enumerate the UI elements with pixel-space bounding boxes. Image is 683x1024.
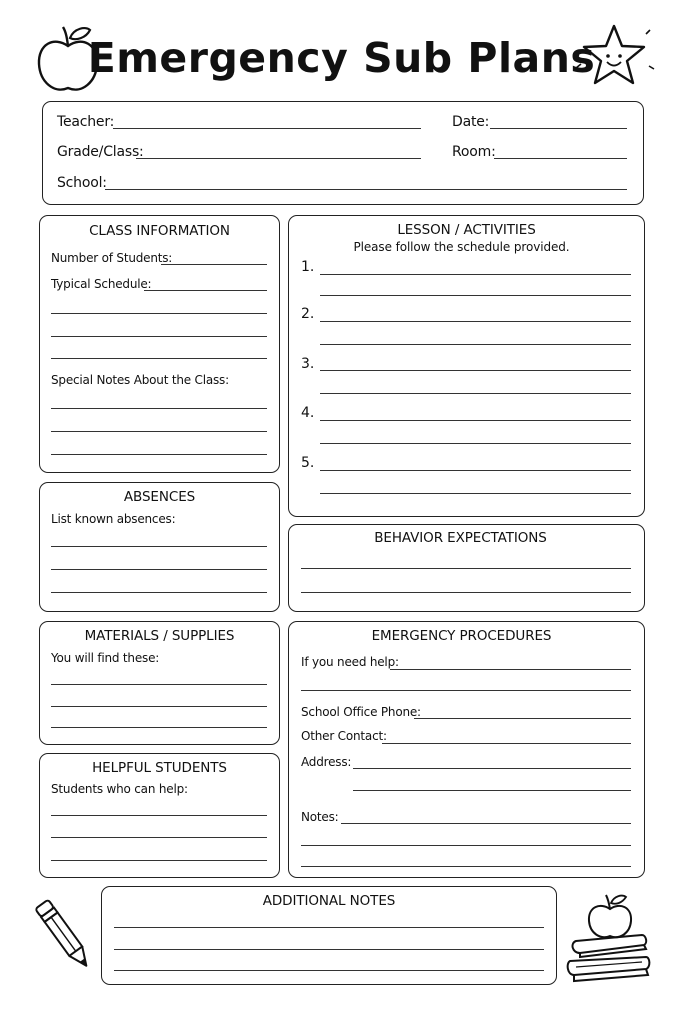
- additional-line[interactable]: [114, 949, 544, 950]
- room-field[interactable]: [494, 158, 627, 159]
- emergency-notes-label: Notes:: [301, 810, 339, 824]
- materials-prompt: You will find these:: [51, 651, 160, 665]
- behavior-line[interactable]: [301, 568, 631, 569]
- teacher-field[interactable]: [113, 128, 421, 129]
- phone-label: School Office Phone:: [301, 705, 421, 719]
- address-label: Address:: [301, 755, 352, 769]
- help-label: If you need help:: [301, 655, 399, 669]
- class-info-heading: CLASS INFORMATION: [89, 223, 230, 239]
- materials-line[interactable]: [51, 727, 267, 728]
- emergency-notes-line[interactable]: [301, 845, 631, 846]
- class-notes-line[interactable]: [51, 454, 267, 455]
- lesson-line[interactable]: [320, 274, 631, 275]
- absences-heading: ABSENCES: [123, 489, 196, 505]
- address-field[interactable]: [353, 768, 631, 769]
- address-line[interactable]: [353, 790, 631, 791]
- schedule-field[interactable]: [144, 290, 267, 291]
- emergency-notes-line[interactable]: [301, 866, 631, 867]
- materials-line[interactable]: [51, 706, 267, 707]
- additional-line[interactable]: [114, 970, 544, 971]
- pencil-icon: [32, 893, 96, 977]
- teacher-label: Teacher:: [57, 114, 115, 130]
- lesson-line[interactable]: [320, 370, 631, 371]
- lesson-subheading: Please follow the schedule provided.: [353, 240, 570, 254]
- lesson-line[interactable]: [320, 470, 631, 471]
- behavior-heading: BEHAVIOR EXPECTATIONS: [374, 530, 547, 546]
- lesson-item-number: 5.: [301, 455, 315, 471]
- absences-prompt: List known absences:: [51, 512, 176, 526]
- absences-line[interactable]: [51, 569, 267, 570]
- grade-field[interactable]: [136, 158, 421, 159]
- lesson-item-number: 1.: [301, 259, 315, 275]
- contact-field[interactable]: [382, 743, 631, 744]
- school-field[interactable]: [105, 189, 627, 190]
- emergency-notes-field[interactable]: [341, 823, 631, 824]
- lesson-line[interactable]: [320, 493, 631, 494]
- schedule-line[interactable]: [51, 358, 267, 359]
- lesson-item-number: 2.: [301, 306, 315, 322]
- materials-heading: MATERIALS / SUPPLIES: [84, 628, 235, 644]
- emergency-heading: EMERGENCY PROCEDURES: [371, 628, 552, 644]
- students-label: Number of Students:: [51, 251, 173, 265]
- lesson-line[interactable]: [320, 443, 631, 444]
- helpful-line[interactable]: [51, 837, 267, 838]
- lesson-box: [288, 215, 645, 517]
- phone-field[interactable]: [414, 718, 631, 719]
- lesson-line[interactable]: [320, 295, 631, 296]
- lesson-line[interactable]: [320, 344, 631, 345]
- lesson-line[interactable]: [320, 393, 631, 394]
- help-line[interactable]: [301, 690, 631, 691]
- class-notes-label: Special Notes About the Class:: [51, 373, 229, 387]
- page-title: Emergency Sub Plans: [87, 34, 596, 82]
- behavior-line[interactable]: [301, 592, 631, 593]
- lesson-line[interactable]: [320, 321, 631, 322]
- date-field[interactable]: [490, 128, 627, 129]
- helpful-prompt: Students who can help:: [51, 782, 188, 796]
- materials-line[interactable]: [51, 684, 267, 685]
- helpful-heading: HELPFUL STUDENTS: [92, 760, 227, 776]
- lesson-item-number: 3.: [301, 356, 315, 372]
- helpful-line[interactable]: [51, 815, 267, 816]
- date-label: Date:: [452, 114, 490, 130]
- students-field[interactable]: [161, 264, 267, 265]
- school-label: School:: [57, 175, 107, 191]
- class-notes-line[interactable]: [51, 408, 267, 409]
- schedule-label: Typical Schedule:: [51, 277, 152, 291]
- books-apple-icon: [566, 893, 652, 985]
- contact-label: Other Contact:: [301, 729, 387, 743]
- lesson-item-number: 4.: [301, 405, 315, 421]
- room-label: Room:: [452, 144, 496, 160]
- grade-label: Grade/Class:: [57, 144, 144, 160]
- class-notes-line[interactable]: [51, 431, 267, 432]
- schedule-line[interactable]: [51, 313, 267, 314]
- additional-line[interactable]: [114, 927, 544, 928]
- schedule-line[interactable]: [51, 336, 267, 337]
- help-field[interactable]: [390, 669, 631, 670]
- helpful-line[interactable]: [51, 860, 267, 861]
- additional-heading: ADDITIONAL NOTES: [262, 893, 396, 909]
- absences-line[interactable]: [51, 546, 267, 547]
- lesson-line[interactable]: [320, 420, 631, 421]
- absences-line[interactable]: [51, 592, 267, 593]
- lesson-heading: LESSON / ACTIVITIES: [397, 222, 536, 238]
